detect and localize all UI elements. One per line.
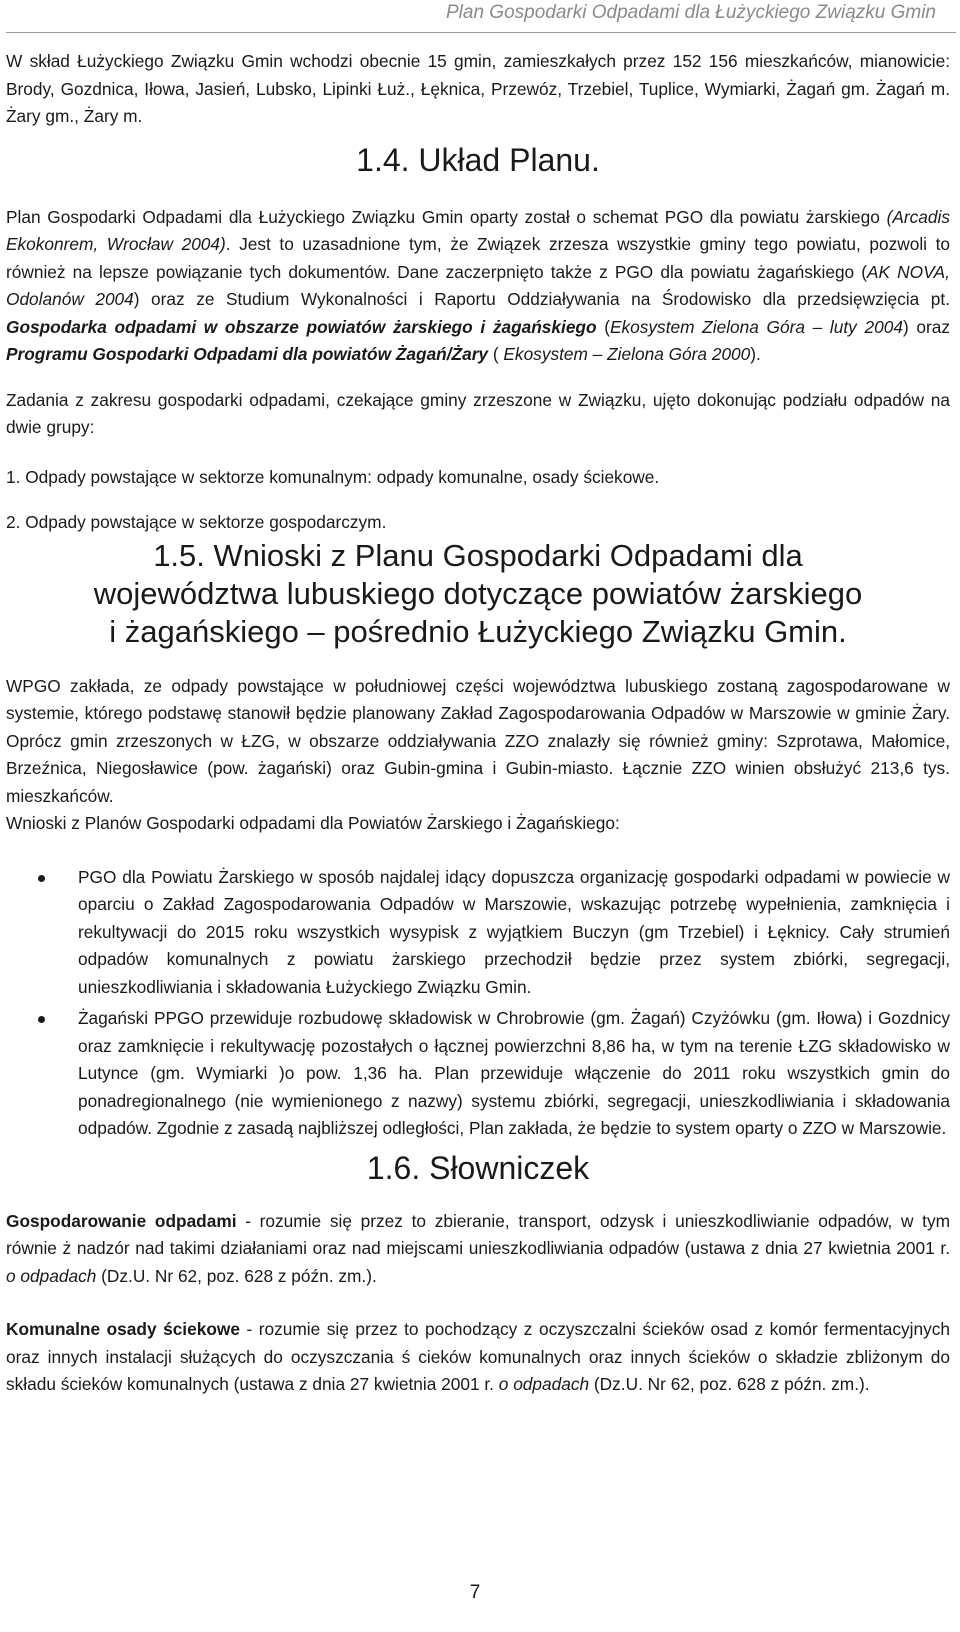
text-run: ). [750, 344, 761, 364]
section-heading-1-4: 1.4. Układ Planu. [356, 141, 600, 178]
list-item [6, 1005, 950, 1143]
list-item-text: PGO dla Powiatu Żarskiego w sposób najdalej idący dopuszcza organizację gospodarki odpadami w powiecie w oparciu o Zakład Zagospodarowania Odpadów w Marszowie, wskazując potrzebę wypełnienia, zamknięcia i rekultywacji do 2015 roku wszystkich wysypisk z wyjątkiem Buczyn (gm Trzebiel) i Łęknicy. Cały strumień odpadów komunalnych z powiatu żarskiego przechodził będzie przez system zbiórki, segregacji, unieszkodliwiania i składowania Łużyckiego Związku Gmin. [78, 866, 950, 997]
section-heading-1-5 [6, 537, 950, 651]
section-1-5-paragraph-1: WPGO zakłada, ze odpady powstające w południowej części województwa lubuskiego zostaną zagospodarowane w systemie, którego podstawę stanowił będzie planowany Zakład Zagospodarowania Odpadów w Marszowie w gminie Żary. Oprócz gmin zrzeszonych w ŁZG, w obszarze oddziaływania ZZO znalazły się również gminy: Szprotawa, Małomice, Brzeźnica, Niegosławice (pow. żagański) oraz Gubin-gmina i Gubin-miasto. Łącznie ZZO winien obsłużyć 213,6 tys. mieszkańców. [6, 675, 950, 806]
page-number: 7 [469, 1582, 481, 1603]
title-bold-italic: Gospodarka odpadami w obszarze powiatów żarskiego i żagańskiego [6, 316, 597, 337]
bullet-icon [38, 875, 45, 882]
section-1-5-paragraph-2: Wnioski z Planów Gospodarki odpadami dla Powiatów Żarskiego i Żagańskiego: [6, 813, 620, 833]
section-heading-1-6: 1.6. Słowniczek [366, 1149, 590, 1186]
citation-italic: o odpadach [6, 1265, 97, 1286]
heading-line: 1.5. Wnioski z Planu Gospodarki Odpadami dla [153, 537, 803, 573]
citation-italic: AK NOVA, Odolanów 2004 [6, 261, 950, 309]
text-run: - rozumie się przez to zbieranie, transport, odzysk i unieszkodliwianie odpadów, w tym równie ż nadzór nad takimi działaniami oraz nad miejscami unieszkodliwiania odpadów (ustawa z dnia 27 kwietnia 2001 r. [6, 1210, 950, 1258]
list-item-text: Żagański PPGO przewiduje rozbudowę składowisk w Chrobrowie (gm. Żagań) Czyżówku (gm. Iłowa) i Gozdnicy oraz zamknięcie i rekultywację pozostałych o łącznej powierzchni 8,86 ha, w tym na terenie ŁZG składowisko w Lutynce (gm. Wymiarki )o pow. 1,36 ha. Plan przewiduje włączenie do 2011 roku wszystkich gmin do ponadregionalnego (nie wymienionego z nazwy) systemu zbiórki, segregacji, unieszkodliwiania i składowania odpadów. Zgodnie z zasadą najbliższej odległości, Plan zakłada, że będzie to system oparty o ZZO w Marszowie. [78, 1008, 950, 1138]
intro-paragraph: W skład Łużyckiego Związku Gmin wchodzi obecnie 15 gmin, zamieszkałych przez 152 156 mieszkańców, mianowicie: Brody, Gozdnica, Iłowa, Jasień, Lubsko, Lipinki Łuż., Łęknica, Przewóz, Trzebiel, Tuplice, Wymiarki, Żagań gm. Żagań m. Żary gm., Żary m. [6, 51, 950, 126]
header-rule [6, 32, 956, 33]
heading-line: i żagańskiego – pośrednio Łużyckiego Związku Gmin. [109, 613, 847, 649]
list-item [6, 864, 950, 1002]
waste-group-item-2: 2. Odpady powstające w sektorze gospodarczym. [6, 512, 387, 532]
conclusions-list [6, 864, 950, 1143]
citation-italic: (Arcadis Ekokonrem, Wrocław 2004) [6, 206, 950, 254]
section-1-4-paragraph-2: Zadania z zakresu gospodarki odpadami, czekające gminy zrzeszone w Związku, ujęto dokonując podziału odpadów na dwie grupy: [6, 389, 950, 437]
citation-italic: o odpadach [498, 1374, 590, 1394]
page-content [6, 48, 950, 1399]
definition-sewage-sludge [6, 1316, 950, 1399]
definition-waste-management [6, 1208, 950, 1291]
title-bold-italic: Programu Gospodarki Odpadami dla powiatów Żagań/Żary [6, 344, 489, 364]
text-run: - rozumie się przez to pochodzący z oczyszczalni ścieków osad z komór fermentacyjnych oraz innych instalacji służących do oczyszczania ś cieków komunalnych oraz innych ścieków o składzie zbliżonym do składu ścieków komunalnych (ustawa z dnia 27 kwietnia 2001 r. [6, 1319, 950, 1394]
running-header: Plan Gospodarki Odpadami dla Łużyckiego Związku Gmin [445, 2, 936, 23]
text-run: ) oraz ze Studium Wykonalności i Raportu Oddziaływania na Środowisko dla przedsięwzięcia pt. [133, 289, 950, 309]
citation-italic: Ekosystem Zielona Góra – luty 2004 [610, 316, 903, 337]
bullet-icon [38, 1016, 45, 1023]
text-run: ) oraz [902, 316, 951, 337]
text-run: Plan Gospodarki Odpadami dla Łużyckiego Związku Gmin oparty został o schemat PGO dla powiatu żarskiego [6, 206, 887, 227]
text-run: (Dz.U. Nr 62, poz. 628 z późn. zm.). [589, 1374, 870, 1394]
citation-italic: Ekosystem – Zielona Góra 2000 [503, 344, 751, 364]
definition-term: Komunalne osady ściekowe [6, 1319, 240, 1339]
text-run: ( [488, 344, 504, 364]
text-run: . Jest to uzasadnione tym, że Związek zrzesza wszystkie gminy tego powiatu, pozwoli to również na lepsze powiązanie tych dokumentów. Dane zaczerpnięto także z PGO dla powiatu żagańskiego ( [6, 234, 950, 282]
heading-line: województwa lubuskiego dotyczące powiatów żarskiego [93, 575, 863, 611]
definition-term: Gospodarowanie odpadami [6, 1210, 237, 1231]
text-run: ( [596, 316, 610, 337]
waste-group-item-1: 1. Odpady powstające w sektorze komunalnym: odpady komunalne, osady ściekowe. [6, 466, 660, 487]
section-1-4-paragraph-1 [6, 204, 950, 369]
text-run: (Dz.U. Nr 62, poz. 628 z późn. zm.). [96, 1265, 377, 1286]
